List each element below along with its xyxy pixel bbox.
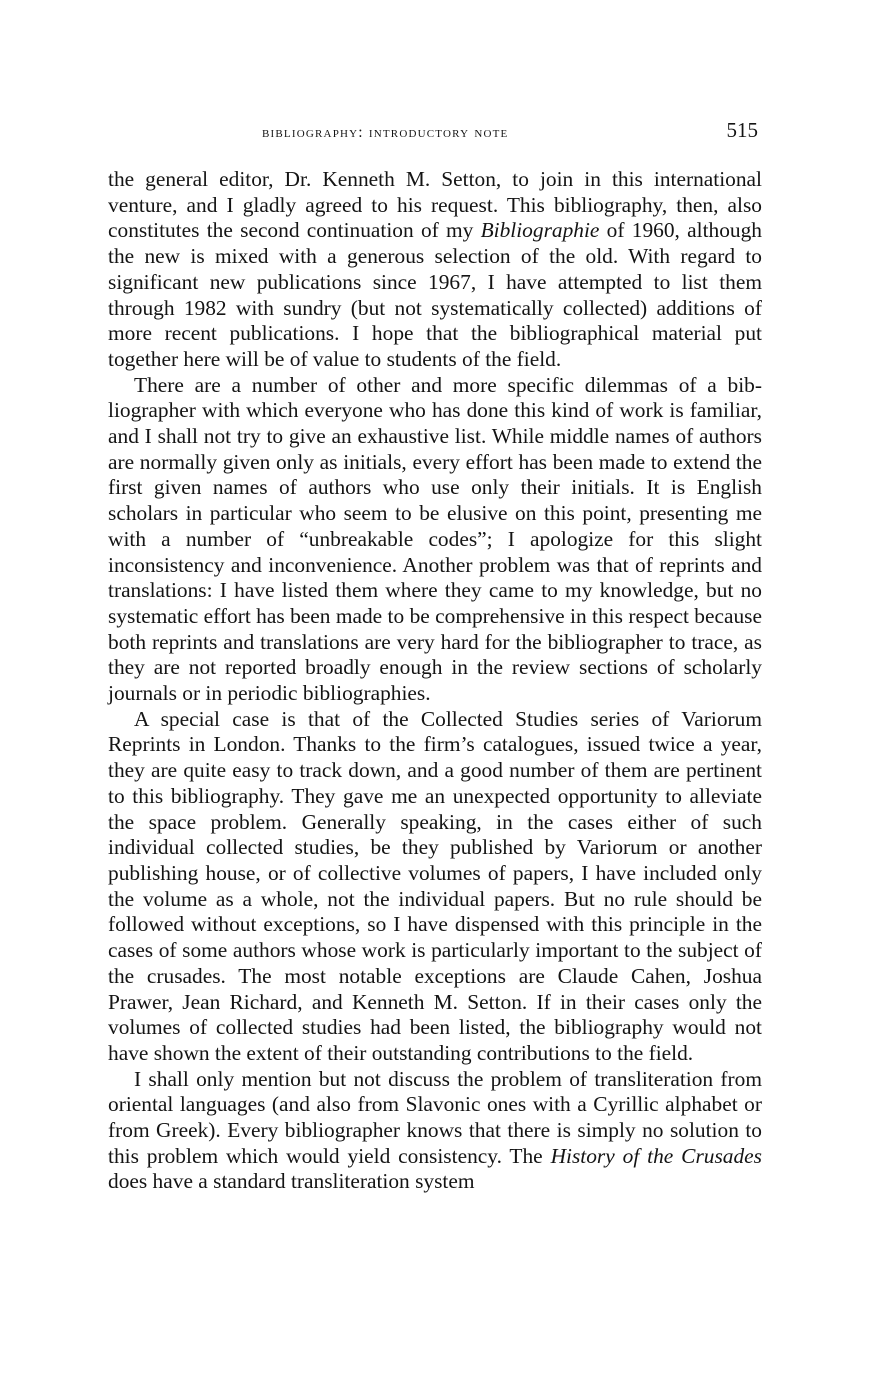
page-number: 515	[726, 118, 758, 142]
paragraph-collected-studies: A special case is that of the Collected Studies series of Variorum Reprints in London. Thanks to the firm’s catalogues, issued twice a year, they are quite easy to track down, and a good number of them are pertinent to this bibliography. They gave me an unexpected opportunity to alleviate the space problem. Generally speaking, in the cases either of such individual collected studies, be they published by Variorum or another publishing house, or of collective volumes of papers, I have included only the volume as a whole, not the individual papers. But no rule should be followed without exceptions, so I have dispensed with this principle in the cases of some authors whose work is particularly important to the subject of the crusades. The most notable exceptions are Claude Cahen, Joshua Prawer, Jean Richard, and Kenneth M. Setton. If in their cases only the volumes of collected studies had been listed, the bibliography would not have shown the extent of their outstanding contributions to the field.	[108, 706, 762, 1065]
paragraph-continuation: the general editor, Dr. Kenneth M. Setton, to join in this international venture, and I gladly agreed to his request. This bibliography, then, also constitutes the second continuation of my Bibliographie of 1960, although the new is mixed with a generous selection of the old. With regard to significant new publications since 1967, I have attempted to list them through 1982 with sundry (but not systematically collected) additions of more recent publications. I hope that the bibliographical material put together here will be of value to students of the field.	[108, 167, 762, 371]
body-text	[108, 167, 762, 1195]
paragraph-dilemmas: There are a number of other and more specific dilemmas of a bibliographer with which everyone who has done this kind of work is familiar, and I shall not try to give an exhaustive list. While middle names of authors are normally given only as initials, every effort has been made to extend the first given names of authors who use only their initials. It is English scholars in particular who seem to be elusive on this point, presenting me with a number of “unbreakable codes”; I apologize for this slight inconsistency and inconvenience. Another problem was that of reprints and translations: I have listed them where they came to my knowledge, but no systematic effort has been made to be comprehensive in this respect because both reprints and translations are very hard for the bibliographer to trace, as they are not reported broadly enough in the review sections of scholarly journals or in periodic bibliographies.	[108, 372, 762, 706]
running-head	[108, 118, 760, 148]
italic-title-history-of-the-crusades: History of the Crusades	[550, 1143, 762, 1168]
italic-title-bibliographie: Bibliographie	[480, 218, 600, 243]
running-title: bibliography: introductory note	[262, 124, 509, 141]
paragraph-transliteration: I shall only mention but not discuss the problem of transliteration from oriental languages (and also from Slavonic ones with a Cyrillic alphabet or from Greek). Every bibliographer knows that there is simply no solution to this problem which would yield consistency. The History of the Crusades does have a standard transliteration system	[108, 1066, 762, 1194]
